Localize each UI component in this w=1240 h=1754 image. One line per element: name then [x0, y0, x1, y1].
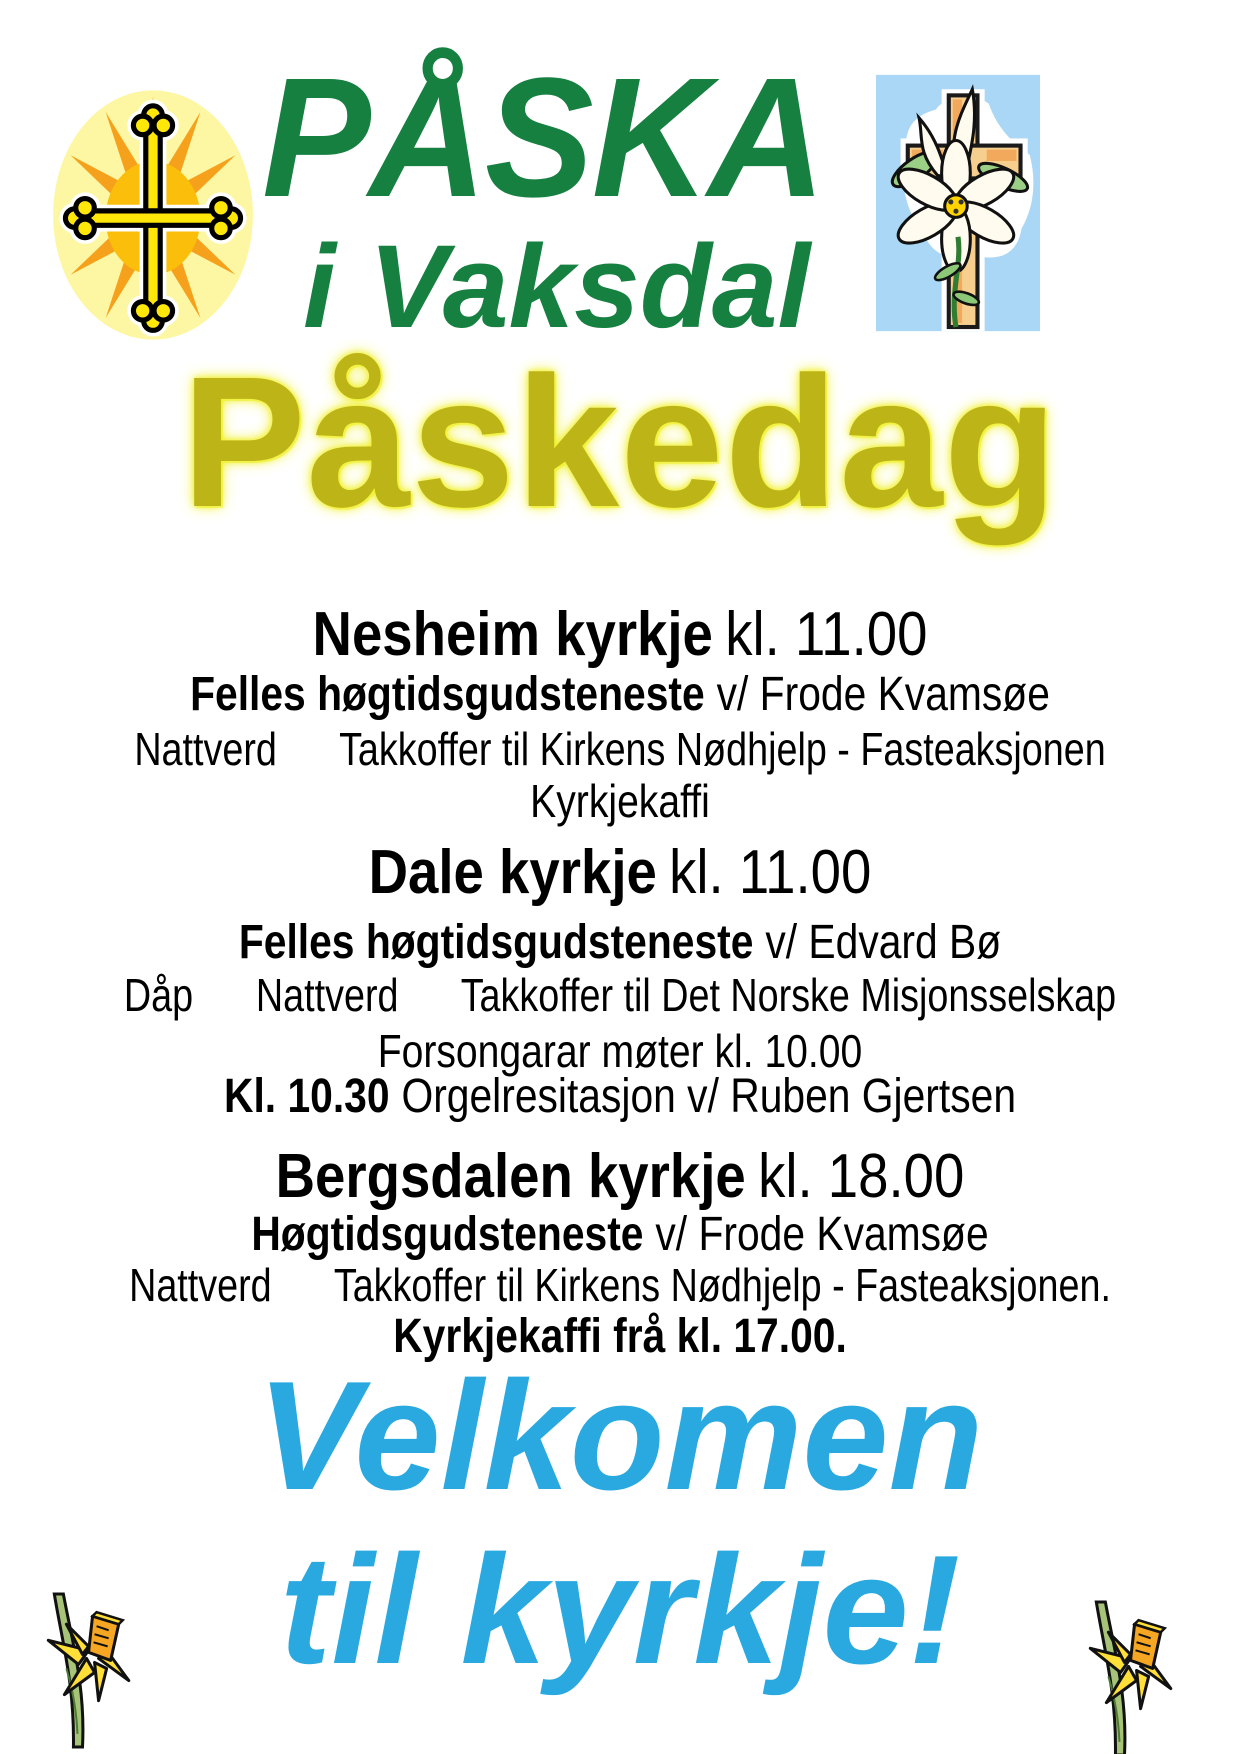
section-bergsdalen-details: Nattverd Takkoffer til Kirkens Nødhjelp - Fasteaksjonen.: [129, 1259, 1111, 1311]
service-leader: v/ Frode Kvamsøe: [716, 668, 1050, 721]
daffodil-icon-left: [36, 1588, 132, 1754]
sun-cross-icon: [50, 86, 256, 344]
section-nesheim-note: Kyrkjekaffi: [530, 775, 710, 827]
section-bergsdalen-note: Kyrkjekaffi frå kl. 17.00.: [393, 1310, 847, 1363]
service-title: Felles høgtidsgudsteneste: [238, 916, 754, 969]
service-time: kl. 11.00: [669, 838, 872, 907]
service-title: Felles høgtidsgudsteneste: [190, 668, 705, 721]
daffodil-icon-right: [1078, 1596, 1174, 1754]
section-dale-note: Forsongarar møter kl. 10.00: [377, 1025, 863, 1077]
welcome-line-2: til kyrkje!: [279, 1523, 961, 1696]
poster-title: PÅSKA: [262, 43, 824, 233]
church-name: Bergsdalen kyrkje: [275, 1142, 746, 1211]
church-name: Dale kyrkje: [368, 838, 657, 907]
service-time: kl. 18.00: [758, 1142, 965, 1211]
section-nesheim-service: [93, 668, 1147, 722]
section-nesheim-details: Nattverd Takkoffer til Kirkens Nødhjelp - Fasteaksjonen: [134, 723, 1106, 775]
service-leader: v/ Edvard Bø: [765, 916, 1002, 969]
easter-lily-cross-icon: [876, 74, 1040, 332]
service-time: kl. 11.00: [725, 600, 928, 669]
section-dale-service: [93, 916, 1147, 970]
note-text: Orgelresitasjon v/ Ruben Gjertsen: [401, 1070, 1017, 1123]
section-dale-details: Dåp Nattverd Takkoffer til Det Norske Misjonsselskap: [123, 969, 1117, 1021]
section-bergsdalen-service: [93, 1208, 1147, 1262]
poster-subtitle: i Vaksdal: [303, 221, 811, 353]
welcome-line-1: Velkomen: [256, 1349, 984, 1522]
section-bergsdalen-heading: [74, 1142, 1165, 1211]
church-name: Nesheim kyrkje: [312, 600, 713, 669]
section-dale-heading: [74, 838, 1165, 907]
section-dale-note2: [93, 1070, 1147, 1124]
service-leader: v/ Frode Kvamsøe: [655, 1208, 989, 1261]
note-time: Kl. 10.30: [223, 1070, 390, 1123]
banner-heading: Påskedag: [181, 339, 1059, 546]
section-nesheim-heading: [74, 600, 1165, 669]
service-title: Høgtidsgudsteneste: [251, 1208, 644, 1261]
